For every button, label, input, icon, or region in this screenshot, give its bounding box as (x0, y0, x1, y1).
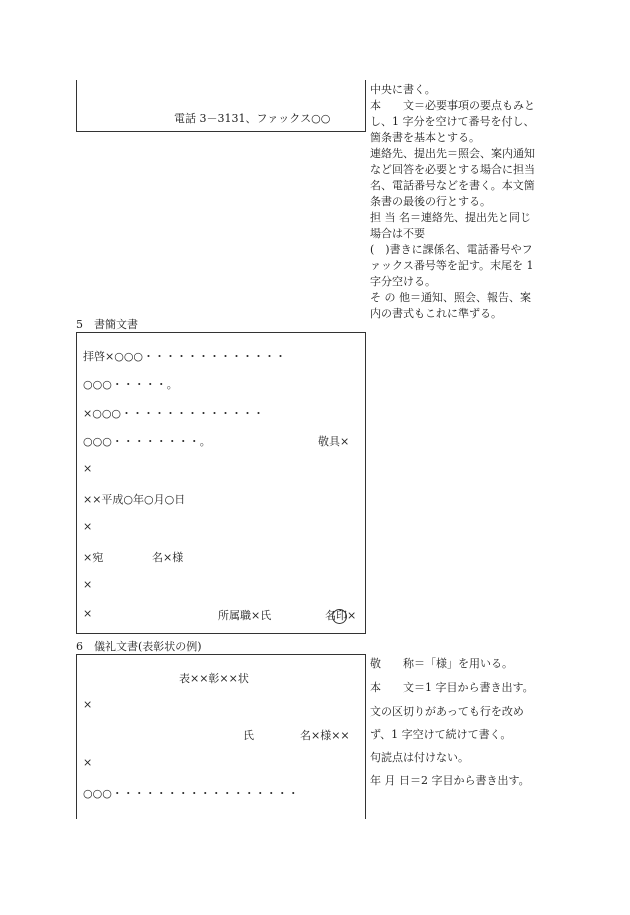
letter-line: × (83, 578, 93, 591)
certificate-line: × (83, 698, 93, 711)
note-line: 本 文＝必要事項の要点もみと (370, 99, 535, 112)
note-line: 名、電話番号などを書く。本文箇 (370, 179, 535, 192)
letter-sender-title: 所属職×氏 (218, 609, 272, 622)
certificate-line: × (83, 756, 93, 769)
letter-line: × (83, 607, 93, 620)
note-line: 字分空ける。 (370, 275, 436, 288)
note-line: 条書の最後の行とする。 (370, 195, 491, 208)
letter-closing: 敬具× (318, 435, 350, 448)
note-line: そ の 他＝通知、照会、報告、案 (370, 291, 531, 304)
sender-name: 名 (325, 609, 336, 622)
note-line: ず、1 字空けて続けて書く。 (370, 728, 512, 741)
certificate-name-right: 名×様×× (300, 729, 350, 742)
note-line: 中央に書く。 (370, 83, 436, 96)
letter-line: ○○○・・・・・・・・。 (83, 435, 211, 448)
certificate-body: ○○○・・・・・・・・・・・・・・・・・ (83, 787, 299, 800)
note-line: 場合は不要 (370, 227, 425, 240)
note-line: など回答を必要とする場合に担当 (370, 163, 535, 176)
note-line: 文の区切りがあっても行を改め (370, 705, 524, 718)
letter-addressee: 名×様 (152, 551, 184, 564)
note-line: 連絡先、提出先＝照会、案内通知 (370, 147, 535, 160)
letter-sender (325, 607, 356, 624)
note-line: 句読点は付けない。 (370, 751, 469, 764)
sender-tail: × (347, 609, 357, 622)
letter-date: ××平成○年○月○日 (83, 493, 186, 506)
certificate-title: 表××彰××状 (179, 672, 249, 685)
note-line: ァックス番号等を記す。末尾を 1 (370, 259, 534, 272)
seal-mark: 印 (336, 609, 347, 622)
note-line: し、1 字分を空けて番号を付し、 (370, 115, 535, 128)
letter-line: × (83, 462, 93, 475)
letter-line: 拝啓×○○○・・・・・・・・・・・・・ (83, 350, 287, 363)
note-line: 本 文＝1 字目から書き出す。 (370, 681, 534, 694)
note-line: 年 月 日＝2 字目から書き出す。 (370, 774, 530, 787)
letter-line: ×○○○・・・・・・・・・・・・・ (83, 407, 265, 420)
letter-line: × (83, 520, 93, 533)
note-line: ( )書きに課係名、電話番号やフ (370, 243, 533, 256)
seal-circle-icon (332, 609, 347, 624)
letter-line: ○○○・・・・・。 (83, 378, 178, 391)
top-contact-line: 電話 3－3131、ファックス○○ (174, 112, 331, 125)
section-5-heading: 5 書簡文書 (76, 318, 138, 331)
note-line: 内の書式もこれに準ずる。 (370, 307, 502, 320)
note-line: 敬 称＝「様」を用いる。 (370, 657, 513, 670)
note-line: 担 当 名＝連絡先、提出先と同じ (370, 211, 531, 224)
letter-line: ×宛 (83, 551, 104, 564)
section-6-heading: 6 儀礼文書(表彰状の例) (76, 640, 202, 653)
certificate-name-left: 氏 (243, 729, 254, 742)
note-line: 箇条書を基本とする。 (370, 131, 480, 144)
